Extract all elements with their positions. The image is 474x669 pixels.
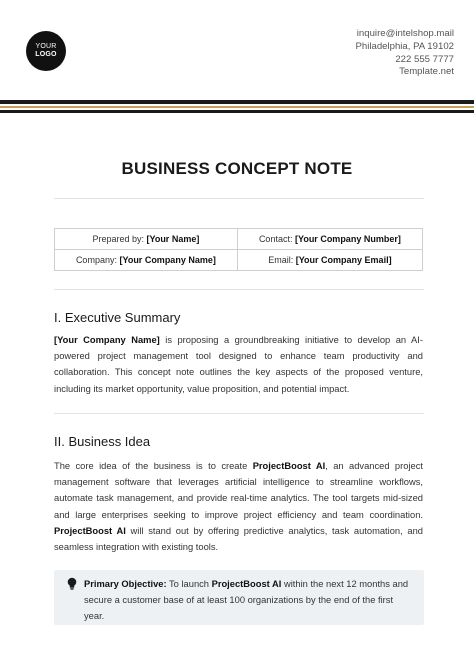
title-divider: [54, 198, 424, 199]
header-contact: [355, 28, 454, 79]
email-value: [Your Company Email]: [295, 255, 392, 265]
company-cell: [55, 250, 238, 271]
contact-website: Template.net: [399, 66, 454, 78]
prepared-by-cell: [55, 229, 238, 250]
business-idea-paragraph: [54, 458, 423, 555]
company-name-placeholder: [Your Company Name]: [54, 335, 160, 345]
product-name: ProjectBoost AI: [252, 461, 326, 471]
business-idea-text-3: will stand out by offering predictive analytics, task automation, and seamless integration with existing tools.: [54, 525, 423, 553]
executive-summary-paragraph: [54, 332, 423, 397]
primary-objective-text-1: To launch: [166, 579, 212, 589]
primary-objective-callout: [54, 570, 424, 625]
contact-cell: [237, 229, 422, 250]
product-name: ProjectBoost AI: [54, 525, 126, 536]
company-value: [Your Company Name]: [119, 255, 216, 265]
logo-line-2: LOGO: [35, 51, 57, 58]
company-label: Company:: [75, 255, 117, 265]
prepared-by-value: [Your Name]: [146, 234, 200, 244]
business-idea-text-2: , an advanced project management software that leverages artificial intelligence to streamline workflows, automate task management, and provide real-time analytics. The tool targets mid-sized and large enterprises seeking to improve project efficiency and team coordination.: [54, 461, 423, 520]
lightbulb-icon: [66, 577, 78, 591]
primary-objective-text: [84, 576, 414, 625]
contact-phone: 222 555 7777: [395, 53, 454, 65]
section-divider: [54, 413, 424, 414]
header-divider-dark-bottom: [0, 110, 474, 113]
company-logo: [26, 31, 66, 71]
business-idea-text-1: The core idea of the business is to create: [54, 461, 253, 471]
table-row: [55, 250, 423, 271]
contact-email: inquire@intelshop.mail: [356, 28, 454, 39]
email-label: Email:: [268, 255, 294, 265]
contact-label: Contact:: [258, 234, 293, 244]
executive-summary-text: is proposing a groundbreaking initiative to develop an AI-powered project management tool designed to enhance team productivity and collaboration. This concept note outlines the key aspects of the proposed venture, including its market opportunity, value proposition, and potential impact.: [54, 335, 423, 394]
section-heading-executive-summary: I. Executive Summary: [54, 310, 181, 325]
product-name: ProjectBoost AI: [211, 579, 282, 589]
section-heading-business-idea: II. Business Idea: [54, 434, 151, 449]
logo-line-1: YOUR: [35, 43, 57, 50]
email-cell: [237, 250, 422, 271]
primary-objective-label: Primary Objective:: [84, 579, 167, 589]
section-divider: [54, 289, 424, 290]
document-title: BUSINESS CONCEPT NOTE: [121, 159, 353, 178]
header-divider-gold: [0, 106, 474, 108]
contact-address: Philadelphia, PA 19102: [355, 40, 454, 52]
table-row: [55, 229, 423, 250]
contact-value: [Your Company Number]: [294, 234, 401, 244]
header-divider-dark: [0, 100, 474, 104]
info-table: [54, 228, 423, 271]
primary-objective-text-2: within the next 12 months and secure a customer base of at least 100 organizations by the end of the first year.: [84, 579, 409, 622]
prepared-by-label: Prepared by:: [92, 234, 144, 244]
